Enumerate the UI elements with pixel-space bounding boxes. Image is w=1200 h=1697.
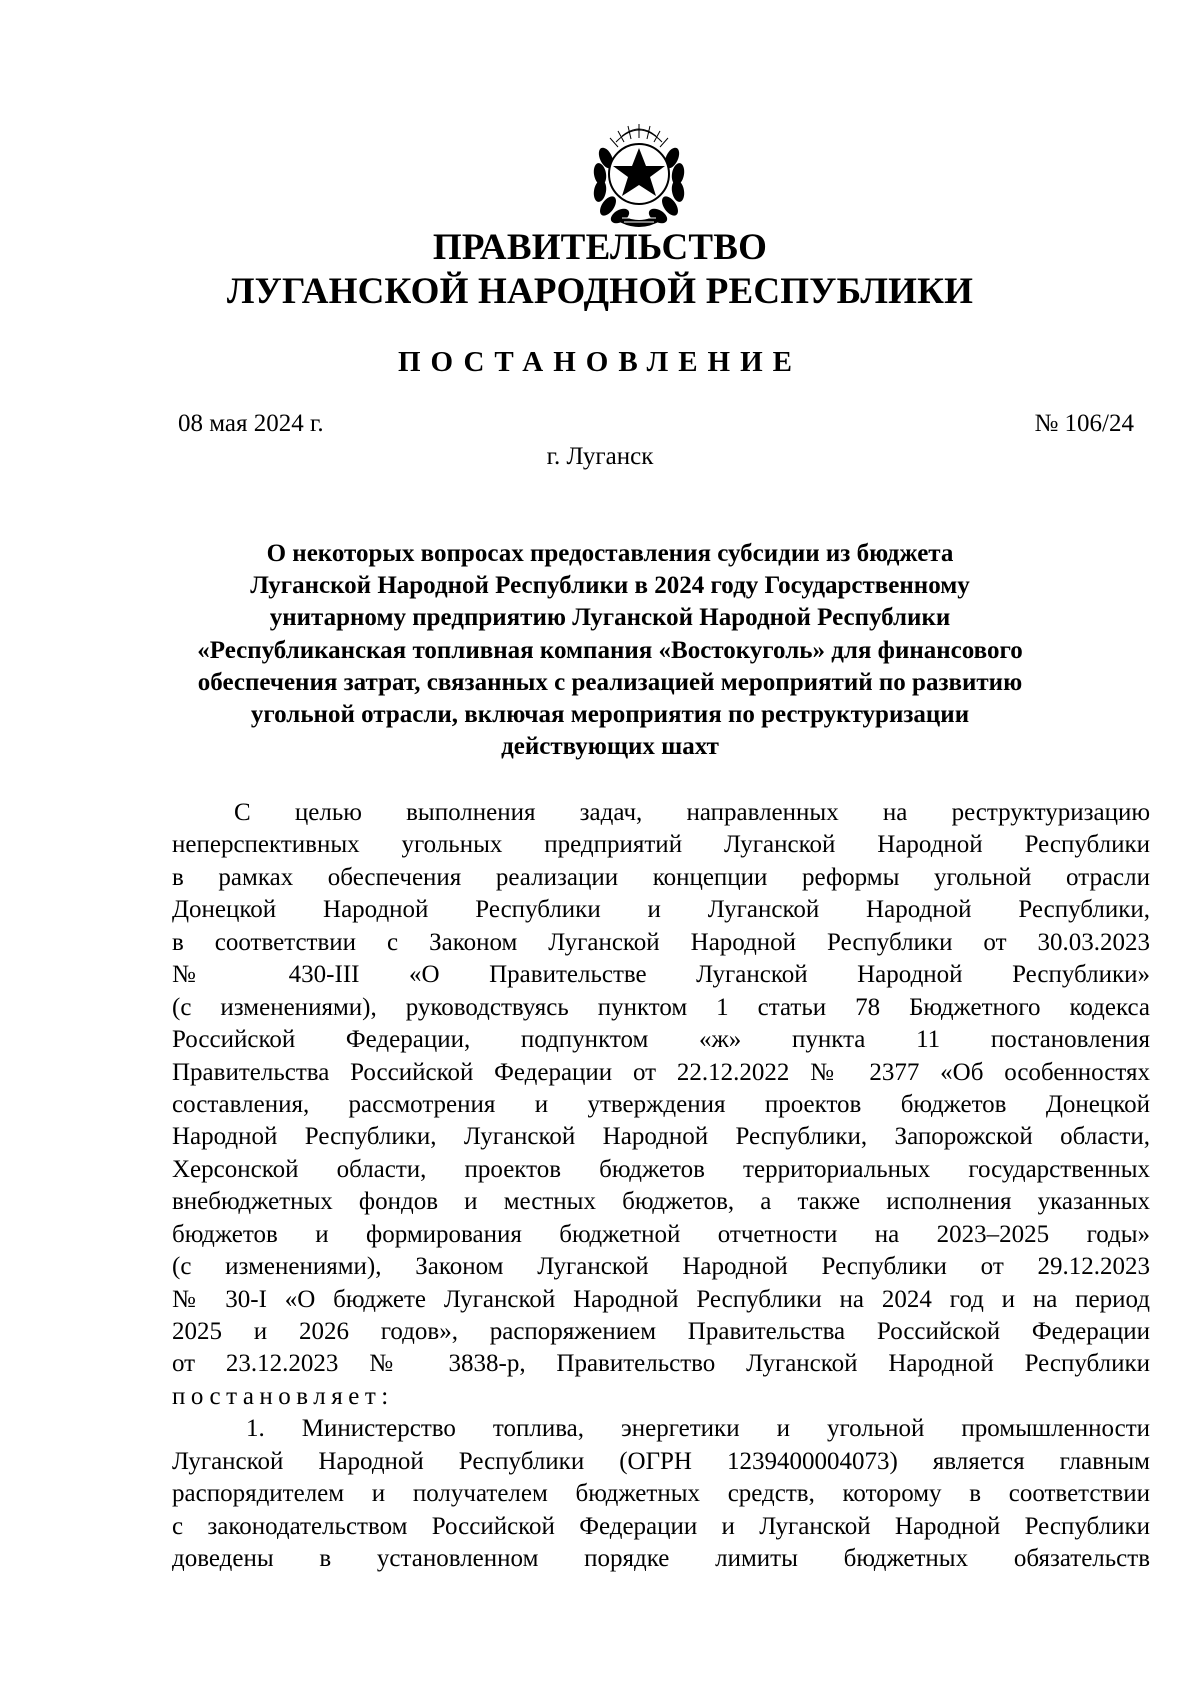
- body-line: 1. Министерство топлива, энергетики и угольной промышленности: [246, 1415, 1150, 1443]
- document-date: 08 мая 2024 г.: [178, 410, 324, 437]
- body-line: в соответствии с Законом Луганской Народной Республики от 30.03.2023: [172, 928, 1150, 956]
- document-body: [172, 797, 1150, 1576]
- body-line: в рамках обеспечения реализации концепции реформы угольной отрасли: [172, 863, 1150, 891]
- body-line: (с изменениями), руководствуясь пунктом 1 статьи 78 Бюджетного кодекса: [172, 993, 1150, 1021]
- body-line: Правительства Российской Федерации от 22.12.2022 № 2377 «Об особенностях: [172, 1058, 1150, 1086]
- subject-line: обеспечения затрат, связанных с реализацией мероприятий по развитию: [197, 668, 1023, 696]
- body-line: 2025 и 2026 годов», распоряжением Правительства Российской Федерации: [172, 1318, 1150, 1345]
- body-line: (с изменениями), Законом Луганской Народной Республики от 29.12.2023: [172, 1253, 1150, 1281]
- document-city: г. Луганск: [546, 443, 654, 470]
- subject-line: унитарному предприятию Луганской Народной Республики: [269, 604, 951, 632]
- body-line: С целью выполнения задач, направленных на реструктуризацию: [234, 799, 1150, 826]
- body-line: от 23.12.2023 № 3838-р, Правительство Луганской Народной Республики: [172, 1350, 1150, 1378]
- body-line: неперспективных угольных предприятий Луганской Народной Республики: [172, 831, 1150, 859]
- body-line: Донецкой Народной Республики и Луганской Народной Республики,: [172, 896, 1150, 924]
- government-title-line-1: ПРАВИТЕЛЬСТВО: [432, 227, 768, 268]
- body-line: Народной Республики, Луганской Народной Республики, Запорожской области,: [172, 1123, 1150, 1151]
- body-line: распорядителем и получателем бюджетных средств, которому в соответствии: [172, 1480, 1150, 1508]
- body-line: доведены в установленном порядке лимиты бюджетных обязательств: [172, 1545, 1150, 1573]
- body-line: бюджетов и формирования бюджетной отчетности на 2023–2025 годы»: [172, 1220, 1150, 1248]
- document-number: № 106/24: [1034, 410, 1134, 437]
- body-line: № 430-III «О Правительстве Луганской Народной Республики»: [172, 961, 1150, 989]
- body-line: № 30-I «О бюджете Луганской Народной Республики на 2024 год и на период: [172, 1285, 1150, 1313]
- body-line: с законодательством Российской Федерации и Луганской Народной Республики: [172, 1512, 1150, 1540]
- subject-line: действующих шахт: [501, 733, 719, 761]
- body-line: Российской Федерации, подпунктом «ж» пункта 11 постановления: [172, 1026, 1150, 1054]
- government-title-line-2: ЛУГАНСКОЙ НАРОДНОЙ РЕСПУБЛИКИ: [226, 271, 974, 312]
- body-line: Луганской Народной Республики (ОГРН 1239400004073) является главным: [172, 1447, 1150, 1475]
- document-type: ПОСТАНОВЛЕНИЕ: [397, 346, 802, 378]
- body-line: составления, рассмотрения и утверждения проектов бюджетов Донецкой: [172, 1090, 1150, 1118]
- subject-line: О некоторых вопросах предоставления субсидии из бюджета: [266, 540, 954, 567]
- body-line: внебюджетных фондов и местных бюджетов, а также исполнения указанных: [172, 1188, 1150, 1216]
- document-subject: [150, 538, 1070, 763]
- body-line-decree-word: постановляет:: [172, 1382, 394, 1410]
- body-line: Херсонской области, проектов бюджетов территориальных государственных: [172, 1155, 1150, 1183]
- subject-line: Луганской Народной Республики в 2024 году Государственному: [250, 572, 970, 600]
- subject-line: угольной отрасли, включая мероприятия по реструктуризации: [250, 701, 970, 729]
- subject-line: «Республиканская топливная компания «Востокуголь» для финансового: [197, 636, 1023, 664]
- lnr-coat-of-arms-icon: [576, 116, 702, 232]
